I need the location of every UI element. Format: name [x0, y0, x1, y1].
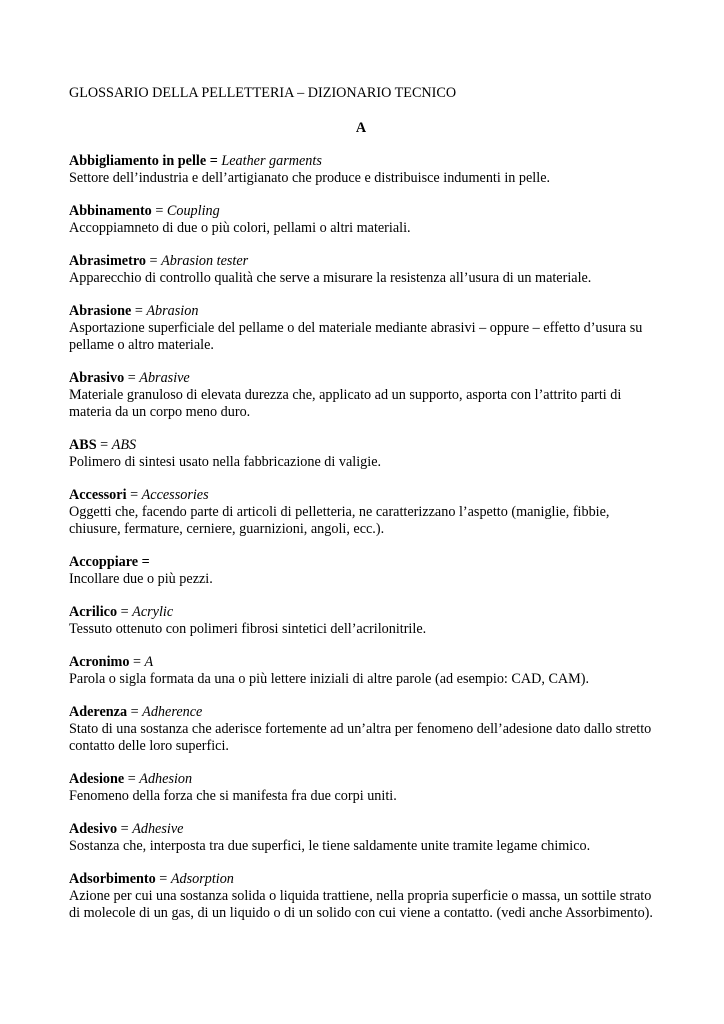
- entry-definition: Apparecchio di controllo qualità che serve a misurare la resistenza all’usura di un materiale.: [69, 270, 592, 286]
- entry-translation: Adherence: [142, 704, 203, 720]
- page-title: GLOSSARIO DELLA PELLETTERIA – DIZIONARIO TECNICO: [69, 85, 457, 101]
- glossary-entry: [69, 704, 659, 755]
- entry-definition: Sostanza che, interposta tra due superfici, le tiene saldamente unite tramite legame chimico.: [69, 838, 591, 854]
- entry-translation: Abrasion tester: [161, 253, 249, 269]
- entry-separator: =: [145, 253, 162, 269]
- glossary-entry: [69, 487, 659, 538]
- entry-heading: [69, 771, 659, 788]
- entry-term: Abrasivo: [69, 370, 125, 386]
- glossary-entry: [69, 203, 659, 237]
- entry-separator: =: [117, 821, 133, 837]
- entry-translation: Coupling: [166, 203, 220, 219]
- glossary-entry: [69, 303, 659, 354]
- entry-heading: [69, 437, 659, 454]
- entry-definition: Parola o sigla formata da una o più lettere iniziali di altre parole (ad esempio: CAD, CAM).: [69, 671, 590, 687]
- entry-heading: [69, 487, 659, 504]
- entry-separator: =: [126, 487, 142, 503]
- entry-translation: Adhesive: [132, 821, 184, 837]
- glossary-entry: [69, 437, 659, 471]
- glossary-entry: [69, 871, 659, 922]
- entry-separator: =: [117, 604, 133, 620]
- glossary-entry: [69, 554, 659, 588]
- entry-heading: [69, 704, 659, 721]
- entry-heading: [69, 821, 659, 838]
- entry-term: Adesione: [69, 771, 125, 787]
- entry-heading: [69, 153, 659, 170]
- entry-translation: Accessories: [141, 487, 209, 503]
- entry-separator: =: [124, 771, 140, 787]
- entry-term: Adsorbimento: [69, 871, 156, 887]
- entry-translation: Abrasion: [146, 303, 199, 319]
- entry-definition: Asportazione superficiale del pellame o del materiale mediante abrasivi – oppure – effetto d’usura su pellame o altro materiale.: [69, 320, 643, 353]
- entry-definition: Azione per cui una sostanza solida o liquida trattiene, nella propria superficie o massa, un sottile strato di molecole di un gas, di un liquido o di un solido con cui viene a contatto. (vedi anche Assorbimento).: [69, 888, 653, 921]
- entry-definition: Polimero di sintesi usato nella fabbricazione di valigie.: [69, 454, 382, 470]
- entry-definition: Stato di una sostanza che aderisce fortemente ad un’altra per fenomeno dell’adesione dato dallo stretto contatto delle loro superfici.: [69, 721, 652, 754]
- entry-separator: =: [129, 654, 145, 670]
- glossary-entry: [69, 253, 659, 287]
- entry-translation: Adhesion: [139, 771, 193, 787]
- glossary-entry: [69, 153, 659, 187]
- entry-separator: =: [206, 153, 222, 169]
- section-letter-heading: A: [355, 120, 367, 136]
- entry-term: Acronimo: [69, 654, 130, 670]
- glossary-entry: [69, 604, 659, 638]
- glossary-entry: [69, 654, 659, 688]
- entry-translation: ABS: [111, 437, 137, 453]
- document-page: [69, 85, 659, 938]
- entry-term: Abrasimetro: [69, 253, 146, 269]
- entry-heading: [69, 604, 659, 621]
- entry-heading: [69, 303, 659, 320]
- entry-translation: Leather garments: [221, 153, 322, 169]
- entry-heading: [69, 554, 659, 571]
- entry-separator: =: [138, 554, 150, 570]
- entry-definition: Tessuto ottenuto con polimeri fibrosi sintetici dell’acrilonitrile.: [69, 621, 427, 637]
- entry-heading: [69, 654, 659, 671]
- entry-heading: [69, 871, 659, 888]
- entry-term: Abrasione: [69, 303, 132, 319]
- entry-separator: =: [127, 704, 143, 720]
- entry-term: Accoppiare: [69, 554, 139, 570]
- entry-separator: =: [131, 303, 147, 319]
- entry-translation: Acrylic: [132, 604, 174, 620]
- entry-definition: Accoppiamneto di due o più colori, pellami o altri materiali.: [69, 220, 411, 236]
- entry-separator: =: [96, 437, 112, 453]
- entry-term: Aderenza: [69, 704, 128, 720]
- glossary-entry: [69, 821, 659, 855]
- entry-definition: Fenomeno della forza che si manifesta fra due corpi uniti.: [69, 788, 397, 804]
- entry-separator: =: [124, 370, 140, 386]
- entry-heading: [69, 253, 659, 270]
- entry-translation: Abrasive: [139, 370, 190, 386]
- entry-definition: Settore dell’industria e dell’artigianato che produce e distribuisce indumenti in pelle.: [69, 170, 551, 186]
- entry-heading: [69, 203, 659, 220]
- entry-term: ABS: [69, 437, 97, 453]
- entry-separator: =: [151, 203, 167, 219]
- entry-term: Abbigliamento in pelle: [69, 153, 207, 169]
- entry-separator: =: [155, 871, 171, 887]
- glossary-entry: [69, 370, 659, 421]
- entry-term: Acrilico: [69, 604, 118, 620]
- entry-term: Abbinamento: [69, 203, 152, 219]
- glossary-entry: [69, 771, 659, 805]
- entry-term: Accessori: [69, 487, 127, 503]
- entry-translation: A: [144, 654, 154, 670]
- entry-translation: Adsorption: [170, 871, 234, 887]
- entry-heading: [69, 370, 659, 387]
- glossary-entries: [69, 153, 659, 922]
- entry-definition: Materiale granuloso di elevata durezza che, applicato ad un supporto, asporta con l’attrito parti di materia da un corpo meno duro.: [69, 387, 622, 420]
- entry-definition: Oggetti che, facendo parte di articoli di pelletteria, ne caratterizzano l’aspetto (maniglie, fibbie, chiusure, fermature, cerniere, guarnizioni, angoli, ecc.).: [69, 504, 610, 537]
- entry-term: Adesivo: [69, 821, 118, 837]
- entry-definition: Incollare due o più pezzi.: [69, 571, 213, 587]
